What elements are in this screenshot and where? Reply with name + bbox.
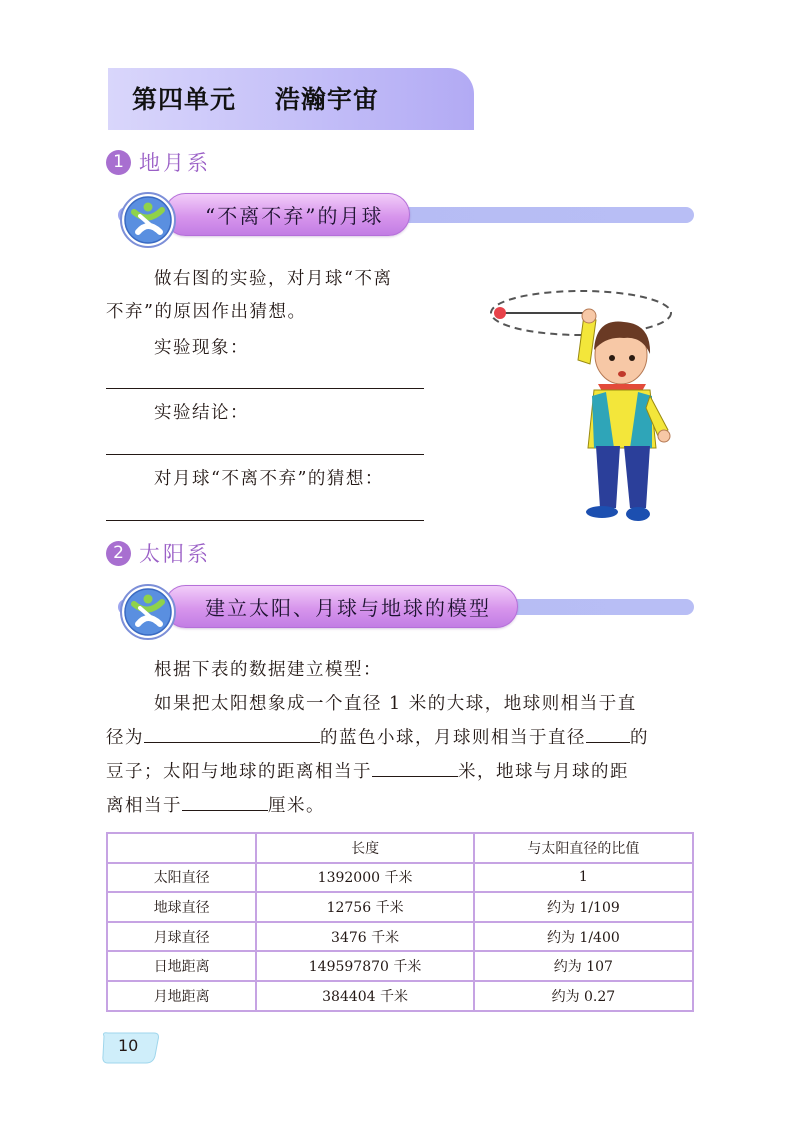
section-2-title: 太阳系 — [139, 542, 211, 566]
table-cell: 约为 107 — [474, 951, 693, 981]
table-header-cell: 与太阳直径的比值 — [474, 833, 693, 863]
answer-line-conclusion[interactable] — [106, 454, 424, 455]
section-2-heading — [106, 537, 211, 569]
section-2-paragraph-line-2 — [106, 722, 649, 755]
text: 豆子；太阳与地球的距离相当于 — [106, 762, 372, 782]
text: 的 — [630, 728, 649, 748]
text: 厘米。 — [268, 796, 325, 816]
section-1-heading — [106, 146, 211, 178]
answer-line-phenomenon[interactable] — [106, 388, 424, 389]
sun-earth-moon-data-table — [106, 832, 694, 1012]
table-header-row — [107, 833, 693, 863]
table-row — [107, 981, 693, 1011]
text: 的蓝色小球，月球则相当于直径 — [320, 728, 586, 748]
blank-moon-diameter[interactable] — [586, 725, 630, 743]
activity-2-pill — [164, 585, 518, 628]
activity-1-pill — [164, 193, 410, 236]
table-cell: 1 — [474, 863, 693, 893]
section-1-title: 地月系 — [139, 151, 211, 175]
activity-logo-icon — [118, 190, 178, 250]
table-row — [107, 892, 693, 922]
table-cell: 约为 1/109 — [474, 892, 693, 922]
prompt-phenomenon: 实验现象： — [154, 338, 249, 358]
table-cell: 149597870 千米 — [256, 951, 473, 981]
section-1-intro-line-1: 做右图的实验，对月球“不离 — [154, 269, 393, 289]
table-row — [107, 951, 693, 981]
section-1-intro-line-2: 不弃”的原因作出猜想。 — [106, 302, 307, 322]
section-2-number: 2 — [106, 541, 131, 566]
table-cell: 月球直径 — [107, 922, 256, 952]
table-cell: 12756 千米 — [256, 892, 473, 922]
table-cell: 3476 千米 — [256, 922, 473, 952]
section-2-paragraph-line-1: 如果把太阳想象成一个直径 1 米的大球，地球则相当于直 — [154, 694, 637, 714]
table-cell: 约为 0.27 — [474, 981, 693, 1011]
prompt-conclusion: 实验结论： — [154, 403, 249, 423]
activity-2-bar — [118, 582, 694, 642]
unit-banner — [108, 68, 474, 130]
blank-sun-earth-distance[interactable] — [372, 759, 458, 777]
text: 径为 — [106, 728, 144, 748]
table-cell: 日地距离 — [107, 951, 256, 981]
prompt-guess: 对月球“不离不弃”的猜想： — [154, 469, 384, 489]
activity-1-bar — [118, 190, 694, 250]
blank-earth-diameter[interactable] — [144, 725, 320, 743]
section-1-number: 1 — [106, 150, 131, 175]
table-cell: 1392000 千米 — [256, 863, 473, 893]
table-header-cell: 长度 — [256, 833, 473, 863]
section-2-paragraph-line-3 — [106, 756, 629, 789]
boy-swinging-ball-illustration — [486, 280, 696, 525]
answer-line-guess[interactable] — [106, 520, 424, 521]
page-number: 10 — [118, 1036, 139, 1055]
text: 离相当于 — [106, 796, 182, 816]
unit-title: 第四单元 浩瀚宇宙 — [132, 85, 379, 114]
table-cell: 384404 千米 — [256, 981, 473, 1011]
table-cell: 月地距离 — [107, 981, 256, 1011]
table-row — [107, 922, 693, 952]
activity-logo-icon — [118, 582, 178, 642]
text: 米，地球与月球的距 — [458, 762, 629, 782]
table-cell: 太阳直径 — [107, 863, 256, 893]
section-2-intro: 根据下表的数据建立模型： — [154, 660, 382, 680]
section-2-paragraph-line-4 — [106, 790, 325, 823]
table-header-cell — [107, 833, 256, 863]
activity-2-title: 建立太阳、月球与地球的模型 — [205, 596, 491, 620]
table-cell: 约为 1/400 — [474, 922, 693, 952]
activity-1-title: “不离不弃”的月球 — [205, 204, 384, 228]
blank-earth-moon-distance[interactable] — [182, 793, 268, 811]
table-cell: 地球直径 — [107, 892, 256, 922]
table-row — [107, 863, 693, 893]
